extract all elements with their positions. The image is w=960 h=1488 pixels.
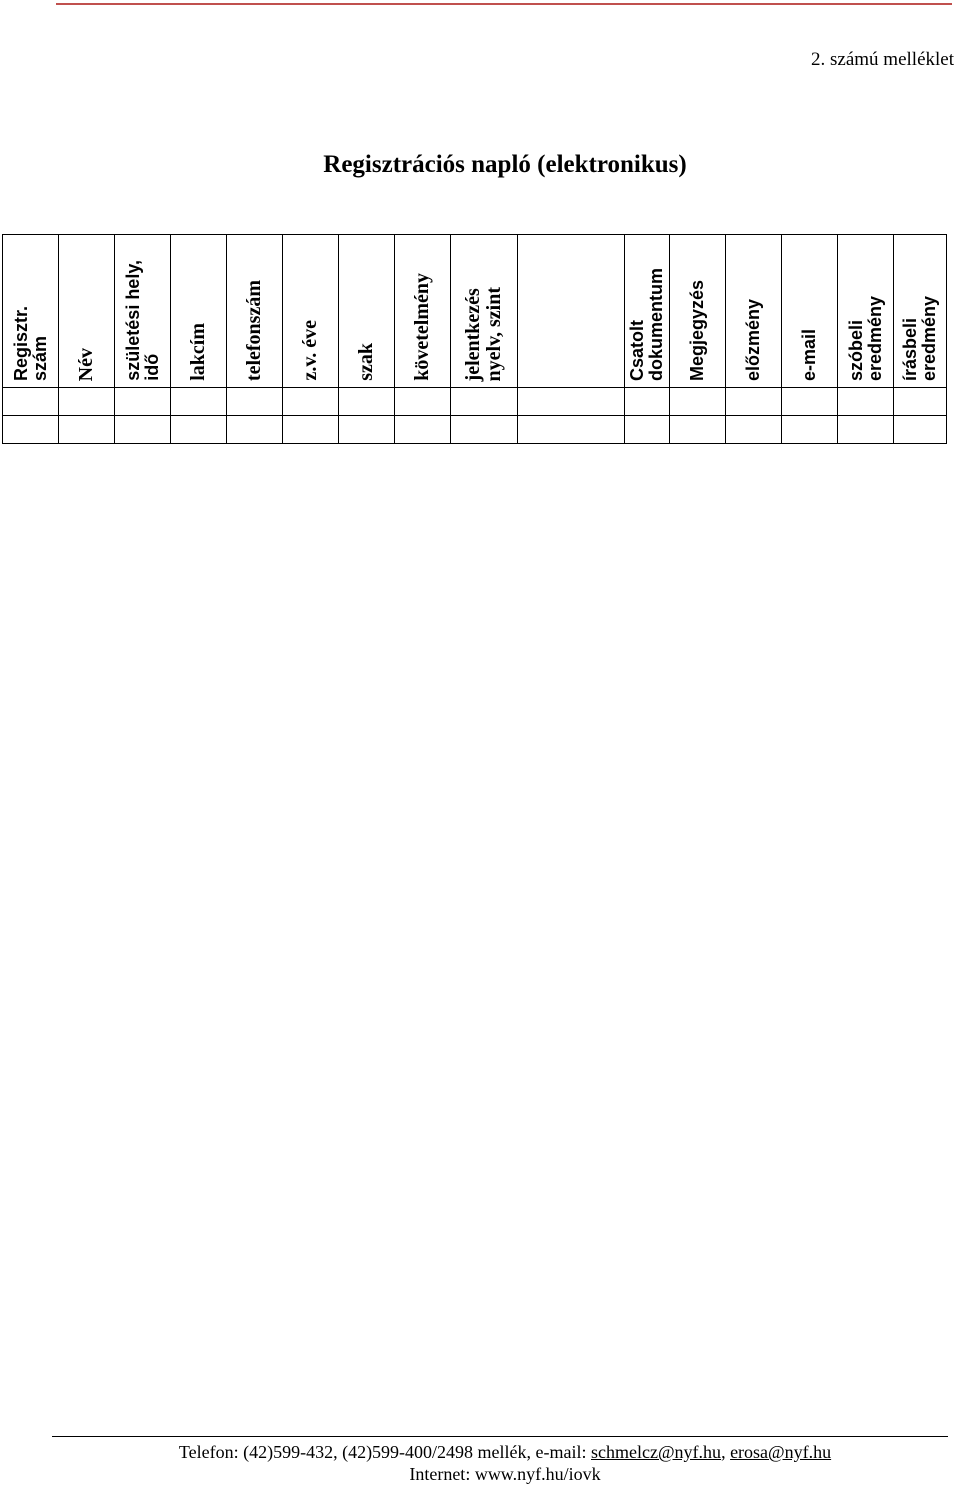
footer-divider — [52, 1436, 948, 1437]
table-cell[interactable] — [339, 388, 395, 416]
top-divider — [56, 3, 952, 5]
page-title: Regisztrációs napló (elektronikus) — [323, 151, 687, 178]
footer-separator: , — [721, 1442, 731, 1462]
table-row — [3, 416, 947, 444]
table-cell[interactable] — [59, 388, 115, 416]
table-cell[interactable] — [227, 416, 283, 444]
table-cell[interactable] — [625, 388, 670, 416]
column-header-zv-eve: z.v. éve — [283, 235, 339, 388]
table-cell[interactable] — [171, 416, 227, 444]
table-cell[interactable] — [782, 416, 838, 444]
table-cell[interactable] — [670, 388, 726, 416]
column-header-szuletesi-hely-ido: születési hely, idő — [115, 235, 171, 388]
table-cell[interactable] — [894, 388, 947, 416]
table-cell[interactable] — [782, 388, 838, 416]
table-cell[interactable] — [894, 416, 947, 444]
table-cell[interactable] — [59, 416, 115, 444]
table-cell[interactable] — [726, 416, 782, 444]
column-header-szak: szak — [339, 235, 395, 388]
column-header-megjegyzes: Megjegyzés — [670, 235, 726, 388]
column-header-lakcim: lakcím — [171, 235, 227, 388]
column-header-nev: Név — [59, 235, 115, 388]
table-cell[interactable] — [518, 416, 625, 444]
column-header-elozmeny: előzmény — [726, 235, 782, 388]
column-header-telefonszam: telefonszám — [227, 235, 283, 388]
footer-internet-line: Internet: www.nyf.hu/iovk — [409, 1464, 601, 1484]
table-cell[interactable] — [625, 416, 670, 444]
table-cell[interactable] — [451, 416, 518, 444]
table-cell[interactable] — [115, 388, 171, 416]
annex-label: 2. számú melléklet — [811, 49, 954, 70]
table-cell[interactable] — [339, 416, 395, 444]
column-header-szobeli-eredmeny: szóbeli eredmény — [838, 235, 894, 388]
table-cell[interactable] — [115, 416, 171, 444]
footer-phone-text: Telefon: (42)599-432, (42)599-400/2498 mellék, e-mail: — [178, 1442, 592, 1462]
table-cell[interactable] — [518, 388, 625, 416]
footer-contact-line — [0, 1441, 960, 1463]
table-cell[interactable] — [227, 388, 283, 416]
table-cell[interactable] — [451, 388, 518, 416]
registration-table — [2, 234, 947, 444]
email-link-erosa[interactable]: erosa@nyf.hu — [730, 1442, 832, 1462]
header-row — [3, 235, 947, 388]
column-header-csatolt-dokumentum: Csatolt dokumentum — [625, 235, 670, 388]
column-header-jelentkezes-nyelv-szint: jelentkezés nyelv, szint — [451, 235, 518, 388]
table-cell[interactable] — [3, 388, 59, 416]
column-header-blank — [518, 235, 625, 388]
table-cell[interactable] — [283, 388, 339, 416]
table-cell[interactable] — [395, 388, 451, 416]
table-row — [3, 388, 947, 416]
column-header-email: e-mail — [782, 235, 838, 388]
table-cell[interactable] — [3, 416, 59, 444]
table-cell[interactable] — [838, 388, 894, 416]
table-cell[interactable] — [395, 416, 451, 444]
table-cell[interactable] — [171, 388, 227, 416]
table-cell[interactable] — [670, 416, 726, 444]
table-cell[interactable] — [726, 388, 782, 416]
table-cell[interactable] — [838, 416, 894, 444]
column-header-regisztr-szam: Regisztr. szám — [3, 235, 59, 388]
footer — [0, 1441, 960, 1485]
email-link-schmelcz[interactable]: schmelcz@nyf.hu — [591, 1442, 722, 1462]
table-cell[interactable] — [283, 416, 339, 444]
column-header-kovetelmeny: követelmény — [395, 235, 451, 388]
column-header-irasbeli-eredmeny: írásbeli eredmény — [894, 235, 947, 388]
